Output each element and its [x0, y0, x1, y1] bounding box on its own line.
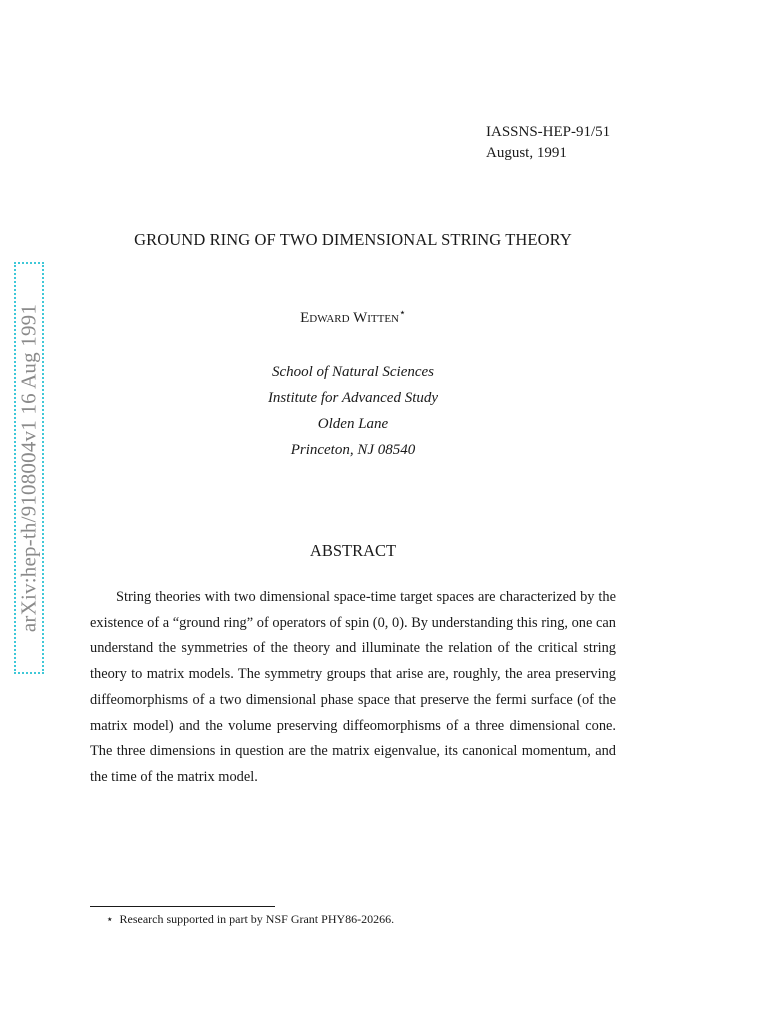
report-info: [486, 122, 610, 164]
affiliation: [0, 359, 706, 463]
abstract-heading: ABSTRACT: [309, 541, 397, 560]
footnote-rule: [90, 906, 275, 907]
arxiv-identifier: arXiv:hep-th/9108004v1 16 Aug 1991: [16, 303, 41, 633]
affiliation-line: Princeton, NJ 08540: [290, 442, 416, 458]
affiliation-line: School of Natural Sciences: [271, 364, 435, 380]
footnote-mark: ⋆: [106, 912, 114, 926]
report-number: IASSNS-HEP-91/51: [486, 124, 611, 140]
affiliation-line: Olden Lane: [317, 416, 389, 432]
report-date: August, 1991: [486, 145, 567, 161]
author-name: Edward Witten: [300, 310, 399, 326]
author-footnote-mark: ⋆: [399, 307, 406, 319]
author: [0, 306, 706, 327]
paper-title: GROUND RING OF TWO DIMENSIONAL STRING THEORY: [134, 230, 572, 249]
footnote: [106, 911, 394, 927]
affiliation-line: Institute for Advanced Study: [267, 390, 439, 406]
abstract-text: String theories with two dimensional space-time target spaces are characterized by the existence of a “ground ring” of operators of spin (0, 0). By understanding this ring, one can understand the symmetries of the theory and illuminate the relation of the critical string theory to matrix models. The symmetry groups that arise are, roughly, the area preserving diffeomorphisms of a two dimensional phase space that preserve the fermi surface (of the matrix model) and the volume preserving diffeomorphisms of a three dimensional cone. The three dimensions in question are the matrix eigenvalue, its canonical momentum, and the time of the matrix model.: [90, 589, 616, 785]
footnote-text: Research supported in part by NSF Grant PHY86-20266.: [119, 912, 395, 926]
